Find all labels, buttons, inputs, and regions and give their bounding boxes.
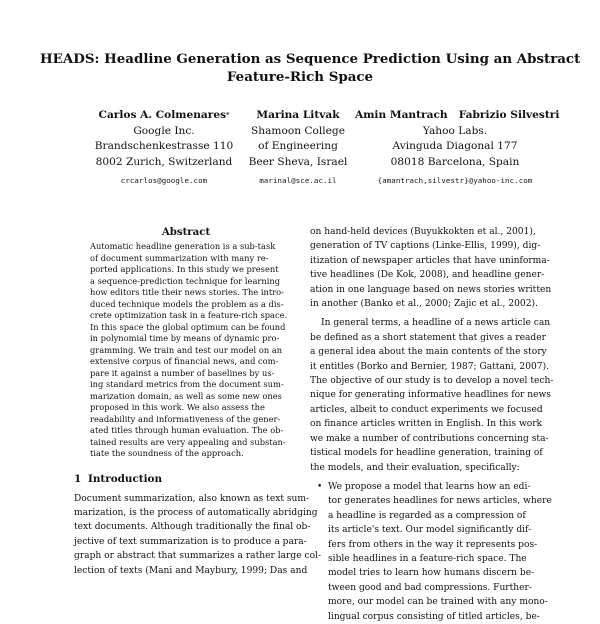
author-address: Beer Sheva, Israel [248,155,348,168]
contribution-bullet [310,480,552,624]
body-line: ation in one language based on news stories written [310,284,552,295]
bullet-line: lingual corpus consisting of titled articles, be- [328,611,540,622]
body-line: Document summarization, also known as text sum- [74,493,310,504]
introduction-heading [74,472,298,486]
section-number: 1 [74,472,82,485]
bullet-line: fers from others in the way it represents pos- [328,539,538,550]
abstract-line: pare it against a number of baselines by us- [90,367,275,378]
body-line: graph or abstract that summarizes a rather large col- [74,551,322,562]
body-line: we make a number of contributions concerning sta- [310,433,549,444]
bullet-line: We propose a model that learns how an edi- [328,481,531,492]
author-email: {amantrach,silvestr}@yahoo-inc.com [377,176,533,185]
abstract-line: readability and informativeness of the gener- [90,413,281,424]
abstract-line: tained results are very appealing and substan- [90,436,286,447]
right-column [310,225,554,624]
bullet-icon: • [317,481,323,492]
body-line: itization of newspaper articles that have uninforma- [310,255,550,266]
body-line: jective of text summarization is to produce a para- [74,536,307,547]
abstract-heading: Abstract [161,226,211,238]
abstract-line: in polynomial time by means of dynamic pro- [90,333,280,343]
author-affiliation: Shamoon College [251,124,345,137]
abstract-line: of document summarization with many re- [90,252,269,263]
body-line: The objective of our study is to develop a novel tech- [310,376,554,387]
author-footnote-mark: * [226,111,230,119]
body-line: on finance articles written in English. In this work [310,419,543,430]
body-line: a general idea about the main contents of the story [310,347,547,358]
abstract-line: crete optimization task in a feature-rich space. [90,310,288,320]
abstract-line: marization domain, as well as some new ones [90,390,282,401]
body-line: be defined as a short statement that gives a reader [310,332,546,343]
body-line: In general terms, a headline of a news article can [321,318,551,329]
abstract-line: In this space the global optimum can be found [90,321,286,332]
bullet-line: sible headlines in a feature-rich space. The [328,553,527,564]
bullet-line: its article's text. Our model significantly dif- [328,525,532,536]
section-title: Introduction [88,472,162,485]
paper-title [40,50,581,86]
abstract-line: gramming. We train and test our model on an [90,344,283,355]
abstract-line: duced technique models the problem as a dis- [90,298,284,309]
body-line: in another (Banko et al., 2000; Zajic et al., 2002). [310,299,538,310]
author-affiliation: of Engineering [258,140,338,152]
body-line: tistical models for headline generation, training of [310,448,543,459]
bullet-line: tween good and bad compressions. Further- [328,582,532,593]
body-line: articles, albeit to conduct experiments we focused [310,404,543,415]
abstract-line: Automatic headline generation is a sub-task [90,241,276,251]
author-block-litvak [238,108,358,189]
bullet-line: model tries to learn how humans discern be- [328,568,535,579]
body-line: marization, is the process of automatically abridging [74,507,318,518]
abstract-line: a sequence-prediction technique for learning [90,275,281,286]
abstract-line: tiate the soundness of the approach. [90,448,244,458]
author-affiliation: Yahoo Labs. [422,124,488,137]
abstract-line: how editors title their news stories. The intro- [90,287,284,297]
author-address: 08018 Barcelona, Spain [390,155,520,168]
title-line: HEADS: Headline Generation as Sequence Prediction Using an Abstract [40,51,581,67]
bullet-line: a headline is regarded as a compression of [328,510,526,521]
author-block-colmenares [82,108,246,189]
body-line: the models, and their evaluation, specifically: [310,462,520,473]
body-line: it entitles (Borko and Bernier, 1987; Gattani, 2007). [310,361,550,372]
title-line: Feature-Rich Space [226,69,374,85]
body-line: nique for generating informative headlines for news [310,390,551,401]
abstract-body [90,241,288,460]
author-block-mantrach-silvestri [355,108,560,189]
author-name: Amin Mantrach Fabrizio Silvestri [355,109,560,121]
body-line: text documents. Although traditionally the final ob- [74,522,311,533]
body-line: lection of texts (Mani and Maybury, 1999; Das and [74,565,308,576]
author-email: crcarlos@google.com [120,176,208,185]
body-line: tive headlines (De Kok, 2008), and headline gener- [310,270,545,281]
abstract-line: ated titles through human evaluation. The ob- [90,425,284,435]
author-name: Marina Litvak [256,109,340,121]
author-address: Brandschenkestrasse 110 [94,140,234,152]
abstract-line: proposed in this work. We also assess the [90,402,265,412]
left-column [74,225,322,578]
author-email: marinal@sce.ac.il [259,176,337,185]
abstract-line: extensive corpus of financial news, and com- [90,356,279,366]
paragraph-definition [310,316,554,474]
abstract-line: ing standard metrics from the document sum- [90,379,284,389]
author-affiliation: Google Inc. [133,124,195,137]
author-address: Avinguda Diagonal 177 [392,140,518,152]
body-line: generation of TV captions (Linke-Ellis, 1999), dig- [310,241,541,252]
bullet-line: tor generates headlines for news articles, where [328,496,552,507]
author-address: 8002 Zurich, Switzerland [95,155,233,168]
paragraph-applications [310,225,552,311]
author-name: Carlos A. Colmenares* [98,109,230,121]
introduction-body [74,492,322,578]
bullet-line: more, our model can be trained with any mono- [328,597,548,608]
abstract-line: ported applications. In this study we present [90,264,279,274]
body-line: on hand-held devices (Buyukkokten et al., 2001), [310,227,536,237]
